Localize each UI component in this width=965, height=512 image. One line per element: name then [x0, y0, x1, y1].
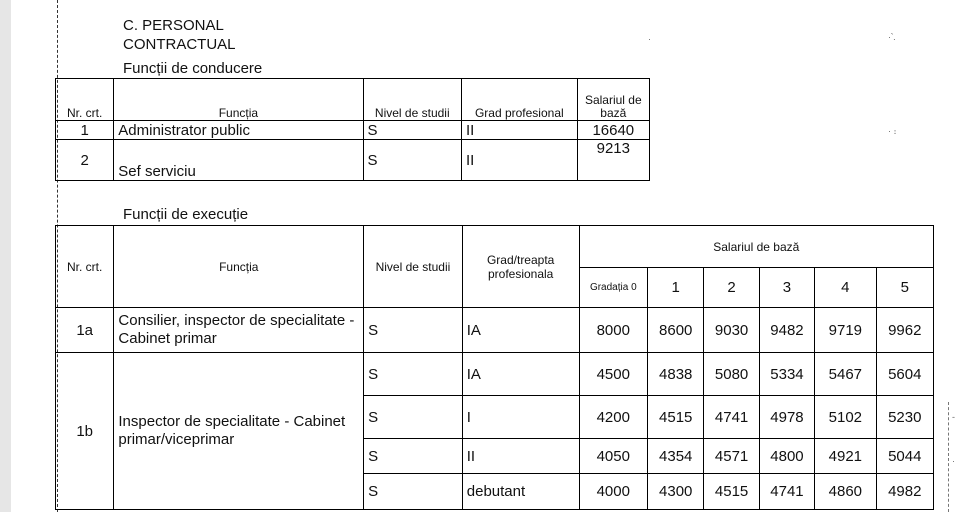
- row-salariu: 16640: [577, 121, 649, 140]
- section-title-line2: CONTRACTUAL: [123, 36, 236, 53]
- salary-cell: 4800: [759, 439, 814, 474]
- salary-cell: 8000: [579, 308, 647, 353]
- salary-cell: 5080: [704, 353, 759, 396]
- row-functia: Consilier, inspector de specialitate -Cabinet primar: [114, 308, 364, 353]
- row-nivel: S: [363, 121, 461, 140]
- header-nr: Nr. crt.: [56, 79, 114, 121]
- scan-speck: ·: [952, 456, 955, 466]
- salary-cell: 5604: [876, 353, 933, 396]
- row-grad: IA: [462, 353, 579, 396]
- row-nivel: S: [364, 439, 463, 474]
- row-nr: 2: [56, 140, 114, 181]
- row-functia: Inspector de specialitate - Cabinet primar/viceprimar: [114, 353, 364, 510]
- salary-cell: 9482: [759, 308, 814, 353]
- salary-cell: 4515: [704, 474, 759, 510]
- table-row: [56, 353, 934, 396]
- table-row: [56, 121, 650, 140]
- salary-cell: 5467: [815, 353, 876, 396]
- salary-cell: 9719: [815, 308, 876, 353]
- section-title-line1: C. PERSONAL: [123, 17, 224, 34]
- salary-cell: 8600: [648, 308, 704, 353]
- row-grad: I: [462, 396, 579, 439]
- header-gradatia-0: Gradația 0: [579, 268, 647, 308]
- scan-speck: -: [952, 412, 955, 422]
- header-gradatia-1: 1: [648, 268, 704, 308]
- execution-subtitle: Funcții de execuție: [123, 206, 249, 223]
- row-grad: debutant: [462, 474, 579, 510]
- salary-cell: 5044: [876, 439, 933, 474]
- header-functia: Funcția: [114, 226, 364, 308]
- header-gradatia-5: 5: [876, 268, 933, 308]
- row-grad: II: [462, 140, 578, 181]
- row-functia: Administrator public: [114, 121, 363, 140]
- salary-cell: 4978: [759, 396, 814, 439]
- row-functia: Sef serviciu: [114, 140, 363, 181]
- row-nr: 1b: [56, 353, 114, 510]
- salary-cell: 4354: [648, 439, 704, 474]
- leadership-table: [55, 78, 650, 181]
- table-row: [56, 140, 650, 181]
- salary-cell: 4571: [704, 439, 759, 474]
- header-gradatia-4: 4: [815, 268, 876, 308]
- salary-cell: 4982: [876, 474, 933, 510]
- header-grad: Grad/treapta profesionala: [462, 226, 579, 308]
- header-salariu: Salariul de bază: [579, 226, 933, 268]
- salary-cell: 4838: [648, 353, 704, 396]
- header-nivel: Nivel de studii: [364, 226, 463, 308]
- right-margin-line: [948, 402, 949, 512]
- header-grad: Grad profesional: [462, 79, 578, 121]
- row-nivel: S: [364, 353, 463, 396]
- header-salariu: Salariul de bază: [577, 79, 649, 121]
- scan-speck: · ։: [888, 126, 897, 136]
- salary-cell: 4741: [704, 396, 759, 439]
- salary-cell: 4860: [815, 474, 876, 510]
- table-header-row: [56, 79, 650, 121]
- salary-cell: 4300: [648, 474, 704, 510]
- salary-cell: 5102: [815, 396, 876, 439]
- row-nivel: S: [363, 140, 461, 181]
- window-left-edge: [0, 0, 11, 512]
- row-grad: IA: [462, 308, 579, 353]
- salary-cell: 9962: [876, 308, 933, 353]
- header-nr: Nr. crt.: [56, 226, 114, 308]
- salary-cell: 9030: [704, 308, 759, 353]
- salary-cell: 4741: [759, 474, 814, 510]
- header-gradatia-3: 3: [759, 268, 814, 308]
- row-nr: 1: [56, 121, 114, 140]
- salary-cell: 4000: [579, 474, 647, 510]
- salary-cell: 5230: [876, 396, 933, 439]
- row-grad: II: [462, 439, 579, 474]
- row-nr: 1a: [56, 308, 114, 353]
- leadership-subtitle: Funcții de conducere: [123, 60, 263, 77]
- table-header-row: [56, 226, 934, 268]
- salary-cell: 4050: [579, 439, 647, 474]
- scan-speck: ·՝.: [888, 32, 896, 42]
- row-nivel: S: [364, 308, 463, 353]
- salary-cell: 4200: [579, 396, 647, 439]
- header-functia: Funcția: [114, 79, 363, 121]
- row-grad: II: [462, 121, 578, 140]
- salary-cell: 4921: [815, 439, 876, 474]
- header-gradatia-2: 2: [704, 268, 759, 308]
- execution-table: [55, 225, 934, 510]
- row-salariu: 9213: [577, 140, 649, 181]
- salary-cell: 4515: [648, 396, 704, 439]
- salary-cell: 4500: [579, 353, 647, 396]
- row-nivel: S: [364, 396, 463, 439]
- scan-speck: ·: [648, 34, 651, 44]
- salary-cell: 5334: [759, 353, 814, 396]
- table-row: [56, 308, 934, 353]
- header-nivel: Nivel de studii: [363, 79, 461, 121]
- row-nivel: S: [364, 474, 463, 510]
